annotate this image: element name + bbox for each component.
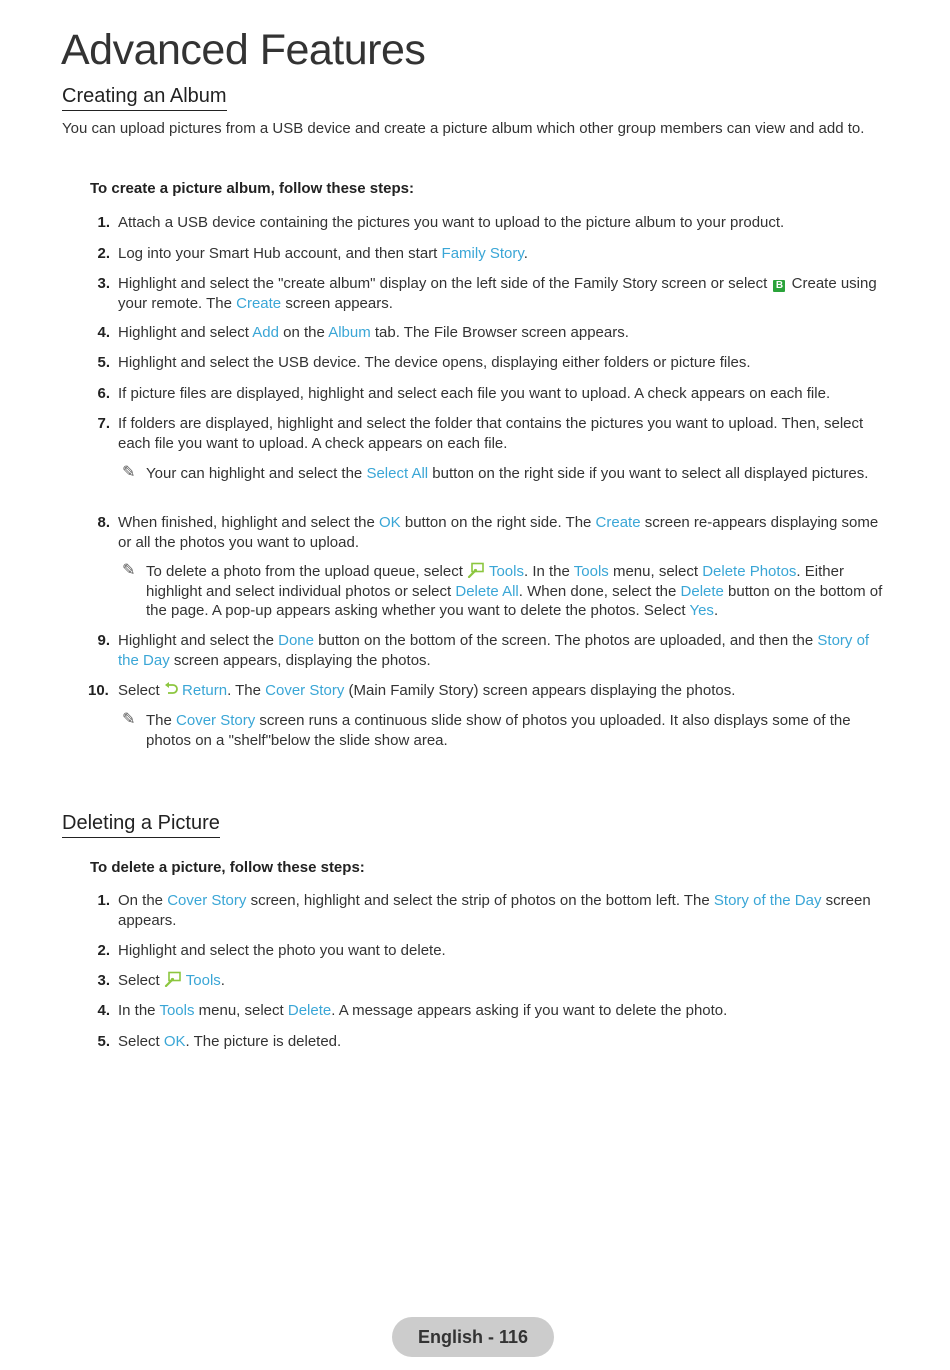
steps-heading-create: To create a picture album, follow these steps: xyxy=(90,180,414,197)
note-text-part: . In the xyxy=(524,563,574,580)
tools-icon xyxy=(467,562,485,578)
step-text-part: screen, highlight and select the strip of photos on the bottom left. The xyxy=(246,892,714,909)
step-text-part: . The picture is deleted. xyxy=(185,1033,342,1050)
tools-icon xyxy=(164,971,182,987)
link-family-story: Family Story xyxy=(441,245,524,262)
link-done: Done xyxy=(278,632,314,649)
step-number: 4. xyxy=(97,324,110,341)
note-text-part: Your can highlight and select the xyxy=(146,465,367,482)
step-text xyxy=(118,213,890,233)
delete-step-5 xyxy=(90,1032,890,1052)
step-text xyxy=(118,323,890,343)
step-number: 7. xyxy=(97,415,110,432)
album-step-5 xyxy=(90,353,890,373)
note-select-all xyxy=(122,464,884,484)
note-text-part: . When done, select the xyxy=(518,582,681,600)
album-step-3 xyxy=(90,274,890,313)
step-number: 5. xyxy=(97,1033,110,1050)
delete-step-4 xyxy=(90,1001,890,1021)
step-text xyxy=(118,681,890,701)
link-tools: Tools xyxy=(573,563,609,580)
step-number: 5. xyxy=(97,354,110,371)
note-text xyxy=(146,464,884,484)
step-text xyxy=(118,274,890,313)
step-text-part: . xyxy=(220,972,225,989)
step-text-part: Select xyxy=(118,682,164,699)
album-step-10 xyxy=(90,681,890,701)
step-text-part: Select xyxy=(118,1033,164,1050)
step-text-part: . xyxy=(523,245,528,262)
step-text-part: Highlight and select xyxy=(118,324,253,341)
step-number: 2. xyxy=(97,942,110,959)
step-text-part: (Main Family Story) screen appears displaying the photos. xyxy=(344,682,736,699)
step-text-part: on the xyxy=(278,324,329,341)
note-cover-story xyxy=(122,711,884,750)
album-step-1 xyxy=(90,213,890,233)
step-text xyxy=(118,971,890,991)
return-icon xyxy=(164,682,178,697)
link-add: Add xyxy=(252,324,279,341)
step-text xyxy=(118,353,890,373)
link-select-all: Select All xyxy=(366,465,429,482)
delete-step-2 xyxy=(90,941,890,961)
note-text-part: . xyxy=(713,602,719,619)
link-delete-all: Delete All xyxy=(455,582,519,600)
step-text xyxy=(118,384,890,404)
step-text-part: screen appears, displaying the photos. xyxy=(169,651,431,669)
step-number: 9. xyxy=(97,632,110,649)
step-text-part: . A message appears asking if you want to delete the photo. xyxy=(331,1002,728,1019)
pencil-icon: ✎ xyxy=(122,464,136,481)
step-text-part: Select xyxy=(118,972,164,989)
step-number: 3. xyxy=(97,972,110,989)
page-title: Advanced Features xyxy=(61,26,426,74)
step-text xyxy=(118,631,890,670)
note-text-part: screen runs a continuous slide show of photos you uploaded. It also displays some of the photos on a "shelf"below the slide show area. xyxy=(146,712,851,749)
note-text-part: button on the bottom of the page. A pop-up appears asking whether you want to delete the photos. Select xyxy=(146,582,883,619)
step-text-part: On the xyxy=(118,892,168,909)
album-step-2 xyxy=(90,244,890,264)
note-delete-photo xyxy=(122,562,884,621)
step-text-part: When finished, highlight and select the xyxy=(118,514,379,531)
step-number: 1. xyxy=(97,892,110,909)
step-text xyxy=(118,1032,890,1052)
note-text-part: menu, select xyxy=(608,563,703,580)
note-text-part: . Either highlight and select individual photos or select xyxy=(146,563,844,600)
link-cover-story: Cover Story xyxy=(167,892,247,909)
note-text-part: To delete a photo from the upload queue, select xyxy=(146,563,468,580)
link-cover-story: Cover Story xyxy=(176,712,256,729)
step-text-part: screen appears. xyxy=(281,294,393,312)
link-create: Create xyxy=(236,294,282,312)
note-text xyxy=(146,562,884,621)
delete-step-1 xyxy=(90,891,890,930)
step-text xyxy=(118,513,890,552)
step-number: 2. xyxy=(97,245,110,262)
step-number: 4. xyxy=(97,1002,110,1019)
album-step-7 xyxy=(90,414,890,453)
link-cover-story: Cover Story xyxy=(265,682,345,699)
album-step-8 xyxy=(90,513,890,552)
step-text-part: Highlight and select the photo you want to delete. xyxy=(118,942,446,959)
link-ok: OK xyxy=(379,514,401,531)
step-text xyxy=(118,941,890,961)
link-delete-photos: Delete Photos xyxy=(702,563,797,580)
step-text xyxy=(118,891,890,930)
pencil-icon: ✎ xyxy=(122,562,136,579)
step-text-part: If folders are displayed, highlight and select the folder that contains the pictures you want to upload. Then, select each file you want to upload. A check appears on each file. xyxy=(118,415,864,452)
step-number: 1. xyxy=(97,214,110,231)
link-story-of-the-day: Story of the Day xyxy=(118,632,870,669)
step-text-part: Highlight and select the xyxy=(118,632,279,649)
link-return: Return xyxy=(182,682,228,699)
step-text xyxy=(118,1001,890,1021)
step-text-part: If picture files are displayed, highlight and select each file you want to upload. A check appears on each file. xyxy=(118,385,831,402)
step-text-part: button on the right side. The xyxy=(400,514,596,531)
step-text-part: Highlight and select the USB device. The device opens, displaying either folders or picture files. xyxy=(118,354,751,371)
note-text xyxy=(146,711,884,750)
pencil-icon: ✎ xyxy=(122,711,136,728)
link-story-of-the-day: Story of the Day xyxy=(713,892,822,909)
note-text-part: The xyxy=(146,712,177,729)
step-text-part: menu, select xyxy=(194,1002,288,1019)
delete-step-3 xyxy=(90,971,890,991)
album-step-9 xyxy=(90,631,890,670)
link-yes: Yes xyxy=(689,602,714,619)
album-step-4 xyxy=(90,323,890,343)
link-tools: Tools xyxy=(185,972,221,989)
step-number: 10. xyxy=(88,682,109,699)
section-heading-creating-album: Creating an Album xyxy=(62,85,227,111)
step-text xyxy=(118,414,890,453)
step-text-part: . The xyxy=(227,682,266,699)
step-text-part: tab. The File Browser screen appears. xyxy=(370,324,629,341)
step-text-part: Attach a USB device containing the pictures you want to upload to the picture album to your product. xyxy=(118,214,785,231)
link-create: Create xyxy=(595,514,641,531)
step-text-part: Create using your remote. The xyxy=(118,275,877,312)
link-tools: Tools xyxy=(159,1002,195,1019)
step-text-part: Log into your Smart Hub account, and then start xyxy=(118,245,442,262)
page-number-badge: English - 116 xyxy=(392,1317,554,1357)
step-text-part: Highlight and select the "create album" display on the left side of the Family Story screen or select xyxy=(118,275,772,292)
step-text xyxy=(118,244,890,264)
link-ok: OK xyxy=(163,1033,186,1050)
link-tools: Tools xyxy=(488,563,524,580)
step-text-part: screen appears. xyxy=(118,892,871,929)
step-number: 6. xyxy=(97,385,110,402)
album-step-6 xyxy=(90,384,890,404)
step-text-part: button on the bottom of the screen. The photos are uploaded, and then the xyxy=(313,632,818,649)
link-album: Album xyxy=(328,324,371,341)
step-number: 8. xyxy=(97,514,110,531)
step-number: 3. xyxy=(97,275,110,292)
link-delete: Delete xyxy=(287,1002,332,1019)
note-text-part: button on the right side if you want to select all displayed pictures. xyxy=(428,465,869,482)
step-text-part: screen re-appears displaying some or all the photos you want to upload. xyxy=(118,514,879,551)
b-button-icon: B xyxy=(773,280,785,292)
section-heading-deleting-picture: Deleting a Picture xyxy=(62,812,220,838)
intro-paragraph: You can upload pictures from a USB device and create a picture album which other group members can view and add to. xyxy=(62,120,865,137)
steps-heading-delete: To delete a picture, follow these steps: xyxy=(90,859,365,876)
link-delete: Delete xyxy=(680,582,724,600)
step-text-part: In the xyxy=(118,1002,160,1019)
